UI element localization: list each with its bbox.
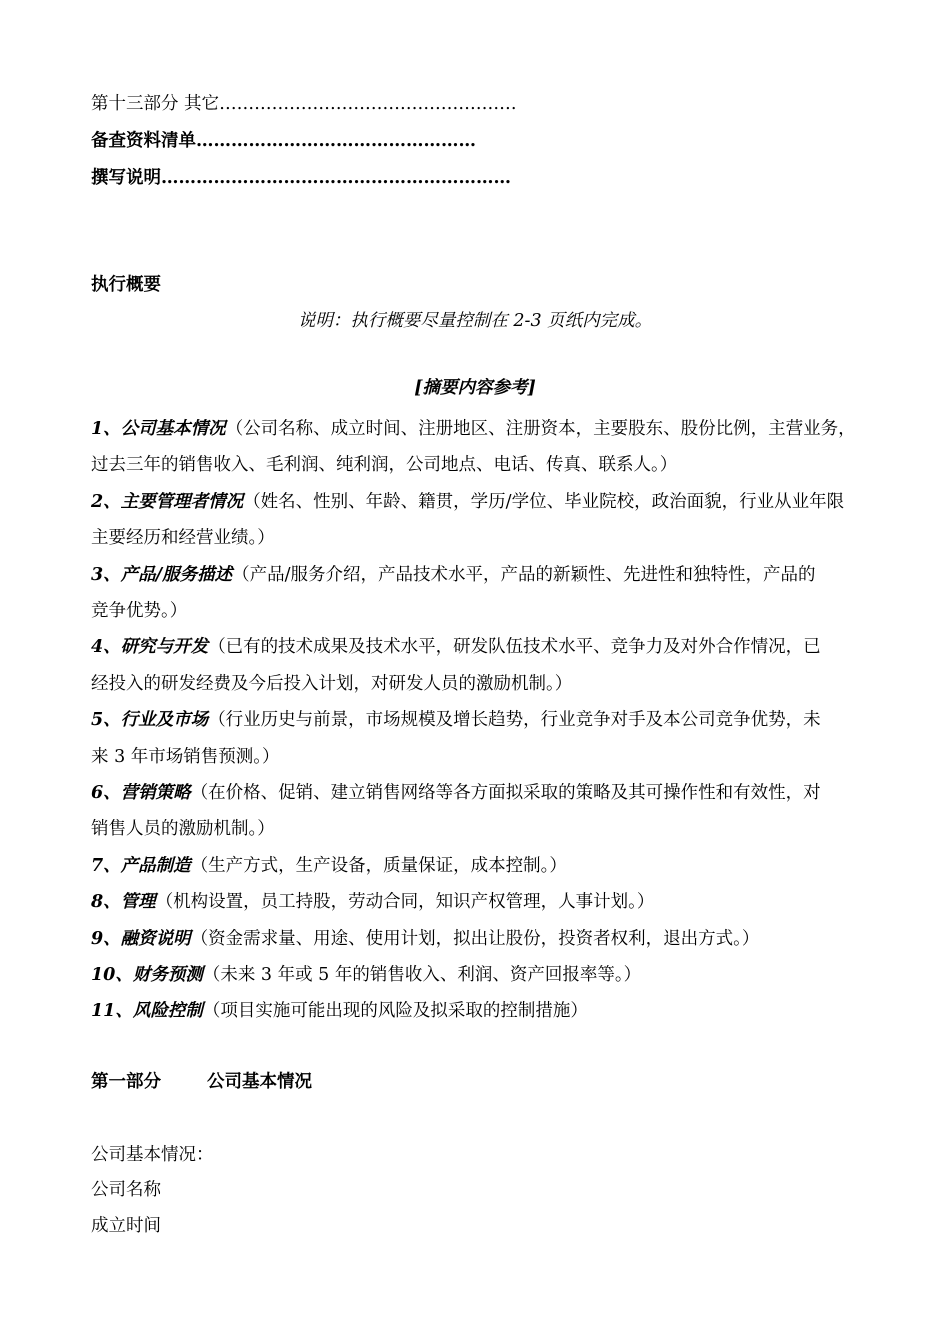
summary-heading: 执行概要 <box>91 275 161 295</box>
part-number: 第一部分 <box>91 1072 161 1092</box>
summary-item-continuation: 过去三年的销售收入、毛利润、纯利润，公司地点、电话、传真、联系人。） <box>91 455 678 476</box>
field-label: 公司名称 <box>91 1180 161 1200</box>
summary-item-desc: （项目实施可能出现的风险及拟采取的控制措施） <box>202 1001 588 1022</box>
summary-item <box>91 999 588 1023</box>
summary-item-title: 11、风险控制 <box>91 1001 203 1022</box>
summary-item-desc: （机构设置，员工持股，劳动合同，知识产权管理，人事计划。） <box>155 892 655 913</box>
toc-label: 撰写说明 <box>91 168 161 188</box>
summary-item-continuation: 经投入的研发经费及今后投入计划，对研发人员的激励机制。） <box>91 673 573 694</box>
summary-item <box>91 490 844 514</box>
summary-item-title: 9、融资说明 <box>91 928 191 949</box>
summary-item-desc: （公司名称、成立时间、注册地区、注册资本，主要股东、股份比例，主营业务， <box>225 419 856 439</box>
summary-item-desc: （行业历史与前景，市场规模及增长趋势，行业竞争对手及本公司竞争优势，未 <box>208 710 821 731</box>
summary-item-desc: （在价格、促销、建立销售网络等各方面拟采取的策略及其可操作性和有效性，对 <box>190 783 821 803</box>
summary-item <box>91 854 567 878</box>
summary-item-continuation: 销售人员的激励机制。） <box>91 819 275 840</box>
summary-item-title: 10、财务预测 <box>91 965 203 985</box>
toc-dots: …………………………………………… <box>219 94 517 114</box>
part-title: 公司基本情况 <box>207 1072 312 1092</box>
toc-label: 备查资料清单 <box>91 131 196 151</box>
summary-item-title: 2、主要管理者情况 <box>91 491 244 512</box>
summary-item <box>91 890 654 914</box>
toc-entry <box>91 129 476 153</box>
summary-item <box>91 708 821 732</box>
summary-item <box>91 417 856 441</box>
field-label: 公司基本情况： <box>91 1145 214 1165</box>
summary-item-title: 3、产品/服务描述 <box>91 564 233 585</box>
summary-item <box>91 963 641 987</box>
summary-item-desc: （已有的技术成果及技术水平，研发队伍技术水平、竞争力及对外合作情况，已 <box>208 637 821 658</box>
summary-item-desc: （未来 3 年或 5 年的销售收入、利润、资产回报率等。） <box>202 965 642 985</box>
field-label: 成立时间 <box>91 1216 161 1236</box>
summary-item-title: 6、营销策略 <box>91 783 191 803</box>
toc-entry <box>91 92 517 116</box>
summary-note: 说明：执行概要尽量控制在 2-3 页纸内完成。 <box>297 311 653 331</box>
summary-item <box>91 927 759 951</box>
summary-item-desc: （产品/服务介绍，产品技术水平，产品的新颖性、先进性和独特性，产品的 <box>232 564 816 585</box>
summary-item-continuation: 竞争优势。） <box>91 601 188 621</box>
summary-item-desc: （姓名、性别、年龄、籍贯，学历/学位、毕业院校，政治面貌，行业从业年限 <box>243 491 845 512</box>
summary-item-title: 1、公司基本情况 <box>91 419 226 439</box>
toc-label: 第十三部分 其它 <box>91 94 220 114</box>
summary-item-continuation: 来 3 年市场销售预测。） <box>91 746 280 767</box>
summary-item-desc: （资金需求量、用途、使用计划，拟出让股份，投资者权利，退出方式。） <box>190 928 760 949</box>
summary-item-title: 5、行业及市场 <box>91 710 209 731</box>
summary-item <box>91 635 821 659</box>
summary-ref-title: [摘要内容参考] <box>414 378 536 398</box>
toc-dots: …………………………………………………… <box>161 168 511 188</box>
summary-item-continuation: 主要经历和经营业绩。） <box>91 528 275 549</box>
summary-item-title: 8、管理 <box>91 892 156 913</box>
toc-dots: ………………………………………… <box>196 131 476 151</box>
summary-item <box>91 563 815 587</box>
summary-item-title: 7、产品制造 <box>91 855 191 876</box>
toc-entry <box>91 166 511 190</box>
summary-item-title: 4、研究与开发 <box>91 637 209 658</box>
summary-item <box>91 781 821 805</box>
part1-heading <box>91 1070 312 1094</box>
summary-item-desc: （生产方式，生产设备，质量保证，成本控制。） <box>190 855 567 876</box>
